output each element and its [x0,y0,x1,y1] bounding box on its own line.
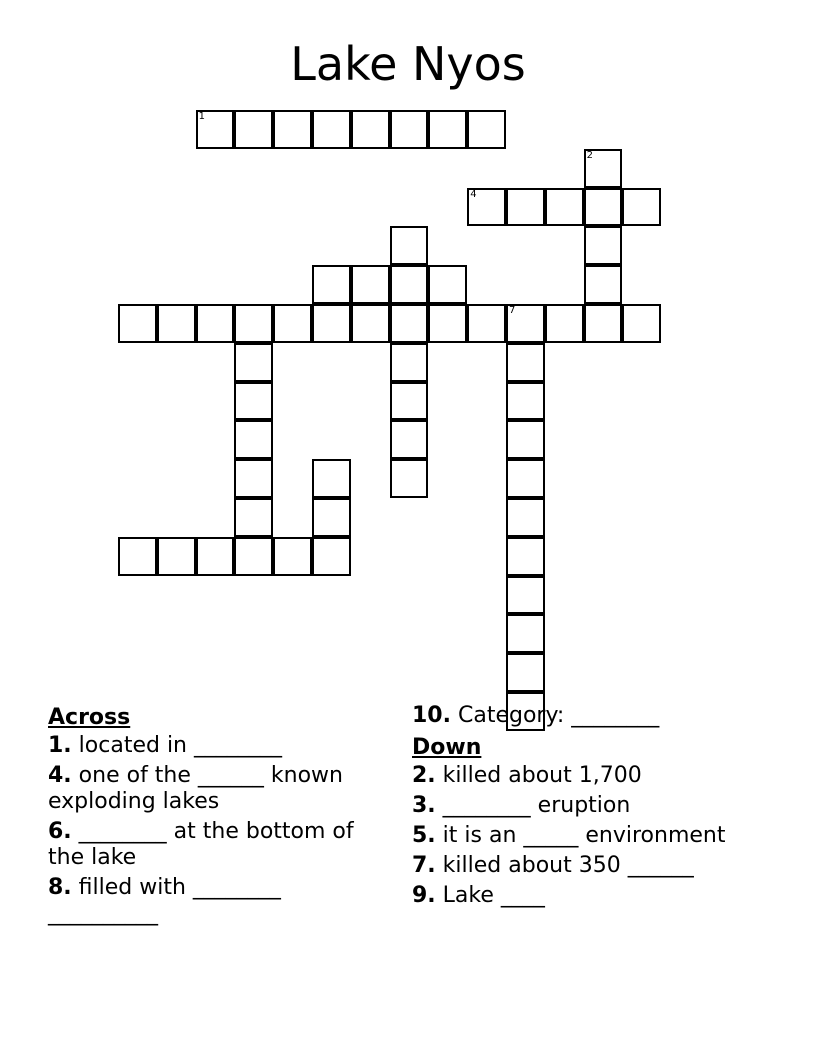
grid-cell[interactable] [390,343,429,382]
grid-cell[interactable] [506,343,545,382]
clue-text: killed about 1,700 [442,763,642,788]
grid-cell[interactable] [351,265,390,304]
grid-cell[interactable] [467,188,506,227]
down-heading: Down [412,735,482,760]
grid-cell[interactable] [506,188,545,227]
clue-text: Category: ________ [457,703,660,728]
grid-cell[interactable] [428,304,467,343]
grid-cell[interactable] [390,459,429,498]
clue-text: one of the ______ known exploding lakes [48,763,343,814]
grid-cell[interactable] [584,304,623,343]
grid-cell[interactable] [234,420,273,459]
grid-cell[interactable] [506,420,545,459]
grid-cell[interactable] [390,382,429,421]
clue-across-6 [48,819,388,871]
grid-cell[interactable] [506,382,545,421]
grid-cell[interactable] [584,188,623,227]
clue-number: 5. [412,823,436,848]
grid-cell[interactable] [196,304,235,343]
clue-number: 8. [48,875,72,900]
clue-number: 4. [48,763,72,788]
grid-cell[interactable] [622,188,661,227]
grid-cell[interactable] [118,304,157,343]
clue-down-5 [412,823,772,849]
grid-cell[interactable] [312,498,351,537]
clue-across-1 [48,733,388,759]
grid-cell[interactable] [234,343,273,382]
grid-cell[interactable] [428,265,467,304]
grid-cell[interactable] [273,537,312,576]
grid-cell[interactable] [545,304,584,343]
grid-cell[interactable] [273,304,312,343]
grid-cell[interactable] [234,382,273,421]
clue-across-10 [412,703,772,729]
grid-cell[interactable] [312,304,351,343]
grid-cell[interactable] [351,110,390,149]
grid-cell[interactable] [428,110,467,149]
clue-text: located in ________ [78,733,282,758]
grid-cell[interactable] [622,304,661,343]
clue-text: it is an _____ environment [442,823,726,848]
grid-cell[interactable] [234,537,273,576]
clue-text: filled with ________ __________ [48,875,281,926]
grid-cell[interactable] [118,537,157,576]
clue-down-2 [412,763,772,789]
grid-cell[interactable] [234,110,273,149]
grid-cell[interactable] [234,459,273,498]
grid-cell[interactable] [506,498,545,537]
grid-cell[interactable] [312,265,351,304]
grid-cell[interactable] [506,653,545,692]
cell-number: 1 [198,111,205,122]
grid-cell[interactable] [312,537,351,576]
clue-number: 6. [48,819,72,844]
grid-cell[interactable] [506,459,545,498]
grid-cell[interactable] [234,304,273,343]
page-title: Lake Nyos [290,37,526,91]
grid-cell[interactable] [196,537,235,576]
grid-cell[interactable] [312,110,351,149]
grid-cell[interactable] [390,304,429,343]
cell-number: 7 [509,305,516,316]
clue-down-3 [412,793,772,819]
across-heading: Across [48,705,131,730]
clue-number: 3. [412,793,436,818]
clues-across [48,703,388,931]
grid-cell[interactable] [390,420,429,459]
grid-cell[interactable] [390,265,429,304]
clue-number: 2. [412,763,436,788]
grid-cell[interactable] [506,537,545,576]
grid-cell[interactable] [196,110,235,149]
grid-cell[interactable] [351,304,390,343]
grid-cell[interactable] [584,226,623,265]
clue-down-9 [412,883,772,909]
clue-number: 7. [412,853,436,878]
grid-cell[interactable] [390,226,429,265]
clue-text: ________ eruption [442,793,631,818]
cell-number: 4 [470,188,477,200]
grid-cell[interactable] [584,149,623,188]
clue-text: Lake ____ [442,883,545,908]
grid-cell[interactable] [467,110,506,149]
grid-cell[interactable] [506,614,545,653]
grid-cell[interactable] [467,304,506,343]
grid-cell[interactable] [234,498,273,537]
grid-cell[interactable] [390,110,429,149]
clue-across-4 [48,763,388,815]
clue-number: 10. [412,703,451,728]
grid-cell[interactable] [157,537,196,576]
grid-cell[interactable] [273,110,312,149]
grid-cell[interactable] [312,459,351,498]
clue-across-8 [48,875,388,927]
grid-cell[interactable] [584,265,623,304]
grid-cell[interactable] [506,304,545,343]
clue-number: 1. [48,733,72,758]
grid-cell[interactable] [157,304,196,343]
clue-text: ________ at the bottom of the lake [48,819,354,870]
grid-cell[interactable] [506,576,545,615]
clue-down-7 [412,853,772,879]
clues-down [412,703,772,913]
grid-cell[interactable] [545,188,584,227]
cell-number: 2 [586,149,593,161]
clue-number: 9. [412,883,436,908]
clue-text: killed about 350 ______ [442,853,694,878]
